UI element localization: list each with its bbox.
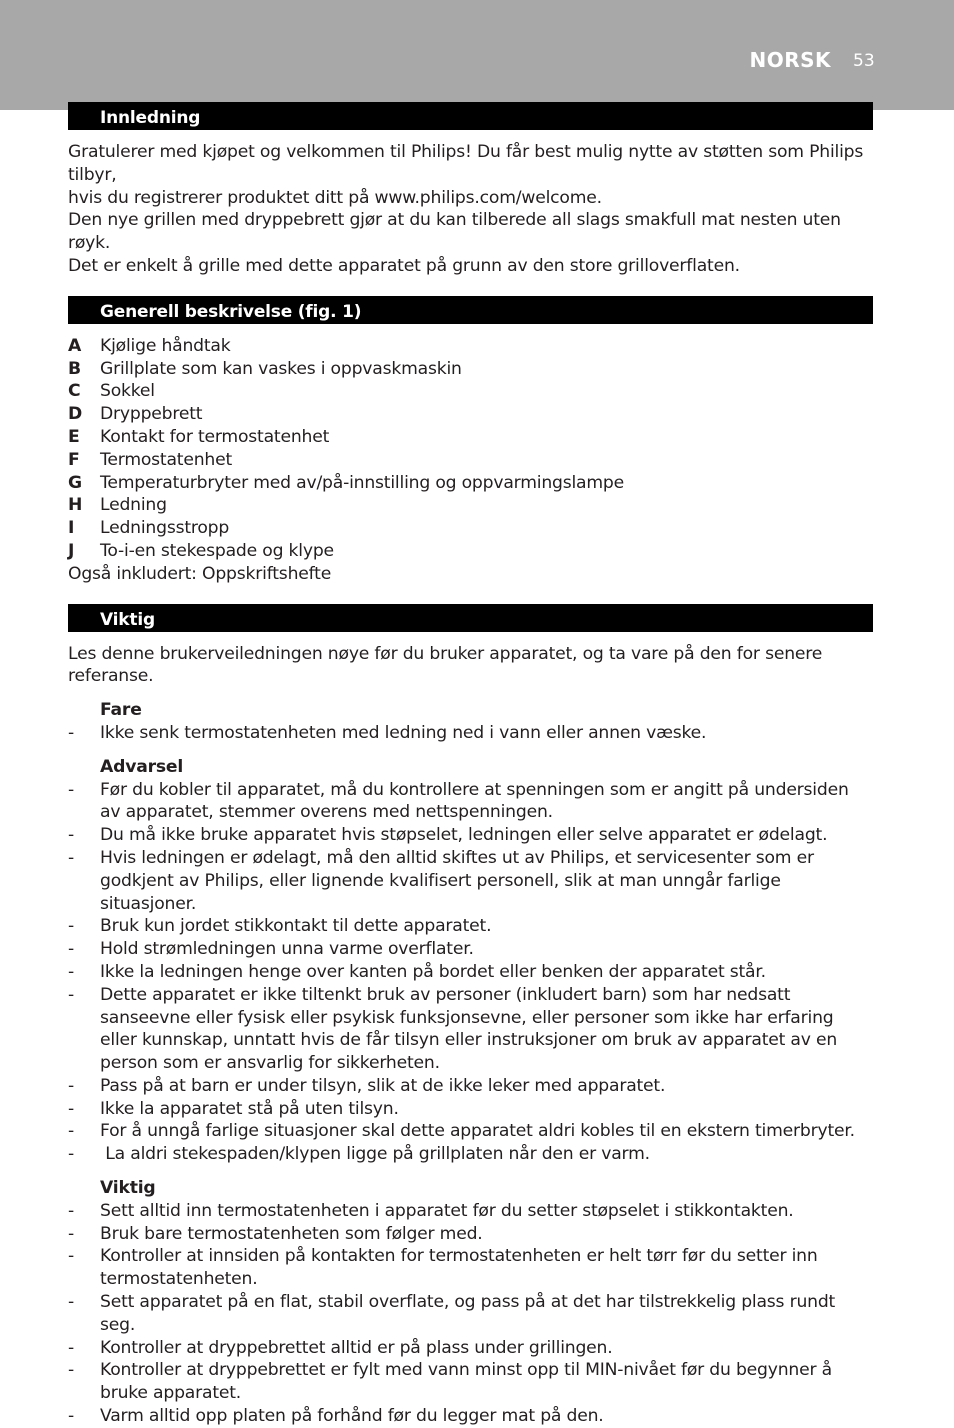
bullet-item — [68, 1143, 873, 1166]
caution-list — [68, 1200, 873, 1428]
bullet-item — [68, 1075, 873, 1098]
parts-list-item — [68, 335, 873, 358]
bullet-dash: - — [68, 984, 75, 1005]
bullet-dash: - — [68, 1200, 75, 1221]
part-description: Grillplate som kan vaskes i oppvaskmaskin — [100, 358, 462, 379]
bullet-text: Hvis ledningen er ødelagt, må den alltid skiftes ut av Philips, et servicesenter som er godkjent av Philips, eller lignende kvalifisert personell, slik at man unngår farlige situasjoner. — [100, 847, 820, 914]
part-letter: I — [68, 518, 75, 539]
part-letter: F — [68, 449, 80, 470]
part-description: Temperaturbryter med av/på-innstilling og oppvarmingslampe — [100, 472, 625, 493]
intro-line: hvis du registrerer produktet ditt på www.philips.com/welcome. — [68, 187, 602, 208]
parts-list-item — [68, 380, 873, 403]
bullet-text: Pass på at barn er under tilsyn, slik at de ikke leker med apparatet. — [100, 1075, 666, 1096]
bullet-item — [68, 1291, 873, 1337]
bullet-item — [68, 847, 873, 915]
bullet-dash: - — [68, 1121, 75, 1142]
parts-list-item — [68, 403, 873, 426]
bullet-text: Ikke la ledningen henge over kanten på bordet eller benken der apparatet står. — [100, 961, 766, 982]
part-letter: E — [68, 426, 80, 447]
intro-paragraph — [68, 141, 873, 278]
part-letter: B — [68, 358, 81, 379]
bullet-dash: - — [68, 779, 75, 800]
page-content — [68, 102, 873, 1428]
bullet-dash: - — [68, 939, 75, 960]
intro-line: Den nye grillen med dryppebrett gjør at du kan tilberede all slags smakfull mat nesten uten røyk. — [68, 210, 841, 254]
bullet-text: Ikke senk termostatenheten med ledning ned i vann eller annen væske. — [100, 722, 707, 743]
part-letter: J — [68, 540, 75, 561]
warning-heading: Advarsel — [100, 756, 184, 777]
page-number: 53 — [853, 51, 875, 71]
bullet-text: Ikke la apparatet stå på uten tilsyn. — [100, 1098, 399, 1119]
bullet-text: Sett alltid inn termostatenheten i apparatet før du setter støpselet i stikkontakten. — [100, 1200, 794, 1221]
bullet-text: Dette apparatet er ikke tiltenkt bruk av personer (inkludert barn) som har nedsatt sanseevne eller fysisk eller psykisk funksjonsevne, eller personer som ikke har erfaring eller kunnskap, unntatt hvis de får tilsyn eller instruksjoner om bruk av apparatet av en person som er ansvarlig for sikkerheten. — [100, 984, 843, 1074]
bullet-text: Bruk bare termostatenheten som følger med. — [100, 1223, 483, 1244]
parts-list-item — [68, 540, 873, 563]
section-heading-general: Generell beskrivelse (fig. 1) — [68, 296, 873, 324]
parts-list-item — [68, 426, 873, 449]
part-letter: D — [68, 404, 83, 425]
caution-heading: Viktig — [100, 1178, 156, 1199]
bullet-item — [68, 1245, 873, 1291]
parts-list-item — [68, 449, 873, 472]
bullet-item — [68, 1098, 873, 1121]
part-description: Ledningsstropp — [100, 518, 230, 539]
bullet-item — [68, 1120, 873, 1143]
parts-list-item — [68, 517, 873, 540]
part-description: Sokkel — [100, 381, 155, 402]
bullet-text: Du må ikke bruke apparatet hvis støpselet, ledningen eller selve apparatet er ødelagt. — [100, 825, 828, 846]
also-included: Også inkludert: Oppskriftshefte — [68, 563, 332, 584]
bullet-dash: - — [68, 1360, 75, 1381]
intro-line: Gratulerer med kjøpet og velkommen til Philips! Du får best mulig nytte av støtten som Philips tilbyr, — [68, 142, 864, 185]
bullet-text: Før du kobler til apparatet, må du kontrollere at spenningen som er angitt på undersiden av apparatet, stemmer overens med nettspenningen. — [100, 779, 854, 823]
bullet-dash: - — [68, 722, 75, 743]
bullet-item — [68, 1405, 873, 1428]
bullet-item — [68, 1200, 873, 1223]
bullet-dash: - — [68, 847, 75, 868]
bullet-item — [68, 915, 873, 938]
bullet-text: Bruk kun jordet stikkontakt til dette apparatet. — [100, 916, 492, 937]
bullet-item — [68, 824, 873, 847]
intro-line: Det er enkelt å grille med dette apparatet på grunn av den store grilloverflaten. — [68, 255, 740, 276]
part-letter: C — [68, 381, 81, 402]
parts-list-item — [68, 494, 873, 517]
important-intro: Les denne brukerveiledningen nøye før du bruker apparatet, og ta vare på den for senere referanse. — [68, 643, 823, 687]
section-heading-important: Viktig — [68, 604, 873, 632]
bullet-dash: - — [68, 1098, 75, 1119]
part-letter: G — [68, 472, 82, 493]
bullet-item — [68, 722, 873, 745]
bullet-text: Kontroller at dryppebrettet alltid er på plass under grillingen. — [100, 1337, 613, 1358]
bullet-item — [68, 1223, 873, 1246]
part-description: Dryppebrett — [100, 404, 203, 425]
bullet-item — [68, 779, 873, 825]
bullet-text: For å unngå farlige situasjoner skal dette apparatet aldri kobles til en ekstern timerbryter. — [100, 1121, 855, 1142]
bullet-item — [68, 984, 873, 1075]
bullet-item — [68, 1337, 873, 1360]
bullet-item — [68, 1359, 873, 1405]
bullet-dash: - — [68, 1292, 75, 1313]
part-description: Ledning — [100, 495, 167, 516]
bullet-dash: - — [68, 1406, 75, 1427]
page-header-band — [0, 0, 954, 110]
bullet-text: Kontroller at innsiden på kontakten for termostatenheten er helt tørr før du setter inn termostatenheten. — [100, 1246, 823, 1290]
bullet-dash: - — [68, 1246, 75, 1267]
bullet-dash: - — [68, 1223, 75, 1244]
bullet-dash: - — [68, 1144, 75, 1165]
warning-list — [68, 779, 873, 1167]
part-description: Kontakt for termostatenhet — [100, 426, 330, 447]
bullet-dash: - — [68, 1337, 75, 1358]
part-description: Termostatenhet — [100, 449, 233, 470]
parts-list — [68, 335, 873, 563]
bullet-text: Varm alltid opp platen på forhånd før du legger mat på den. — [100, 1406, 604, 1427]
part-letter: H — [68, 495, 83, 516]
bullet-dash: - — [68, 1075, 75, 1096]
bullet-item — [68, 938, 873, 961]
bullet-item — [68, 961, 873, 984]
part-description: Kjølige håndtak — [100, 335, 231, 356]
danger-heading: Fare — [100, 700, 142, 721]
bullet-dash: - — [68, 916, 75, 937]
bullet-text: Hold strømledningen unna varme overflater. — [100, 939, 474, 960]
parts-list-item — [68, 472, 873, 495]
bullet-dash: - — [68, 961, 75, 982]
bullet-text: Sett apparatet på en flat, stabil overflate, og pass på at det har tilstrekkelig plass rundt seg. — [100, 1292, 841, 1335]
bullet-text: Kontroller at dryppebrettet er fylt med vann minst opp til MIN-nivået før du begynner å bruke apparatet. — [100, 1360, 838, 1404]
danger-list — [68, 722, 873, 745]
section-heading-intro: Innledning — [68, 102, 873, 130]
language-label: NORSK — [749, 48, 831, 72]
part-description: To-i-en stekespade og klype — [100, 540, 334, 561]
bullet-dash: - — [68, 825, 75, 846]
bullet-text: La aldri stekespaden/klypen ligge på grillplaten når den er varm. — [100, 1144, 650, 1165]
part-letter: A — [68, 335, 82, 356]
parts-list-item — [68, 358, 873, 381]
